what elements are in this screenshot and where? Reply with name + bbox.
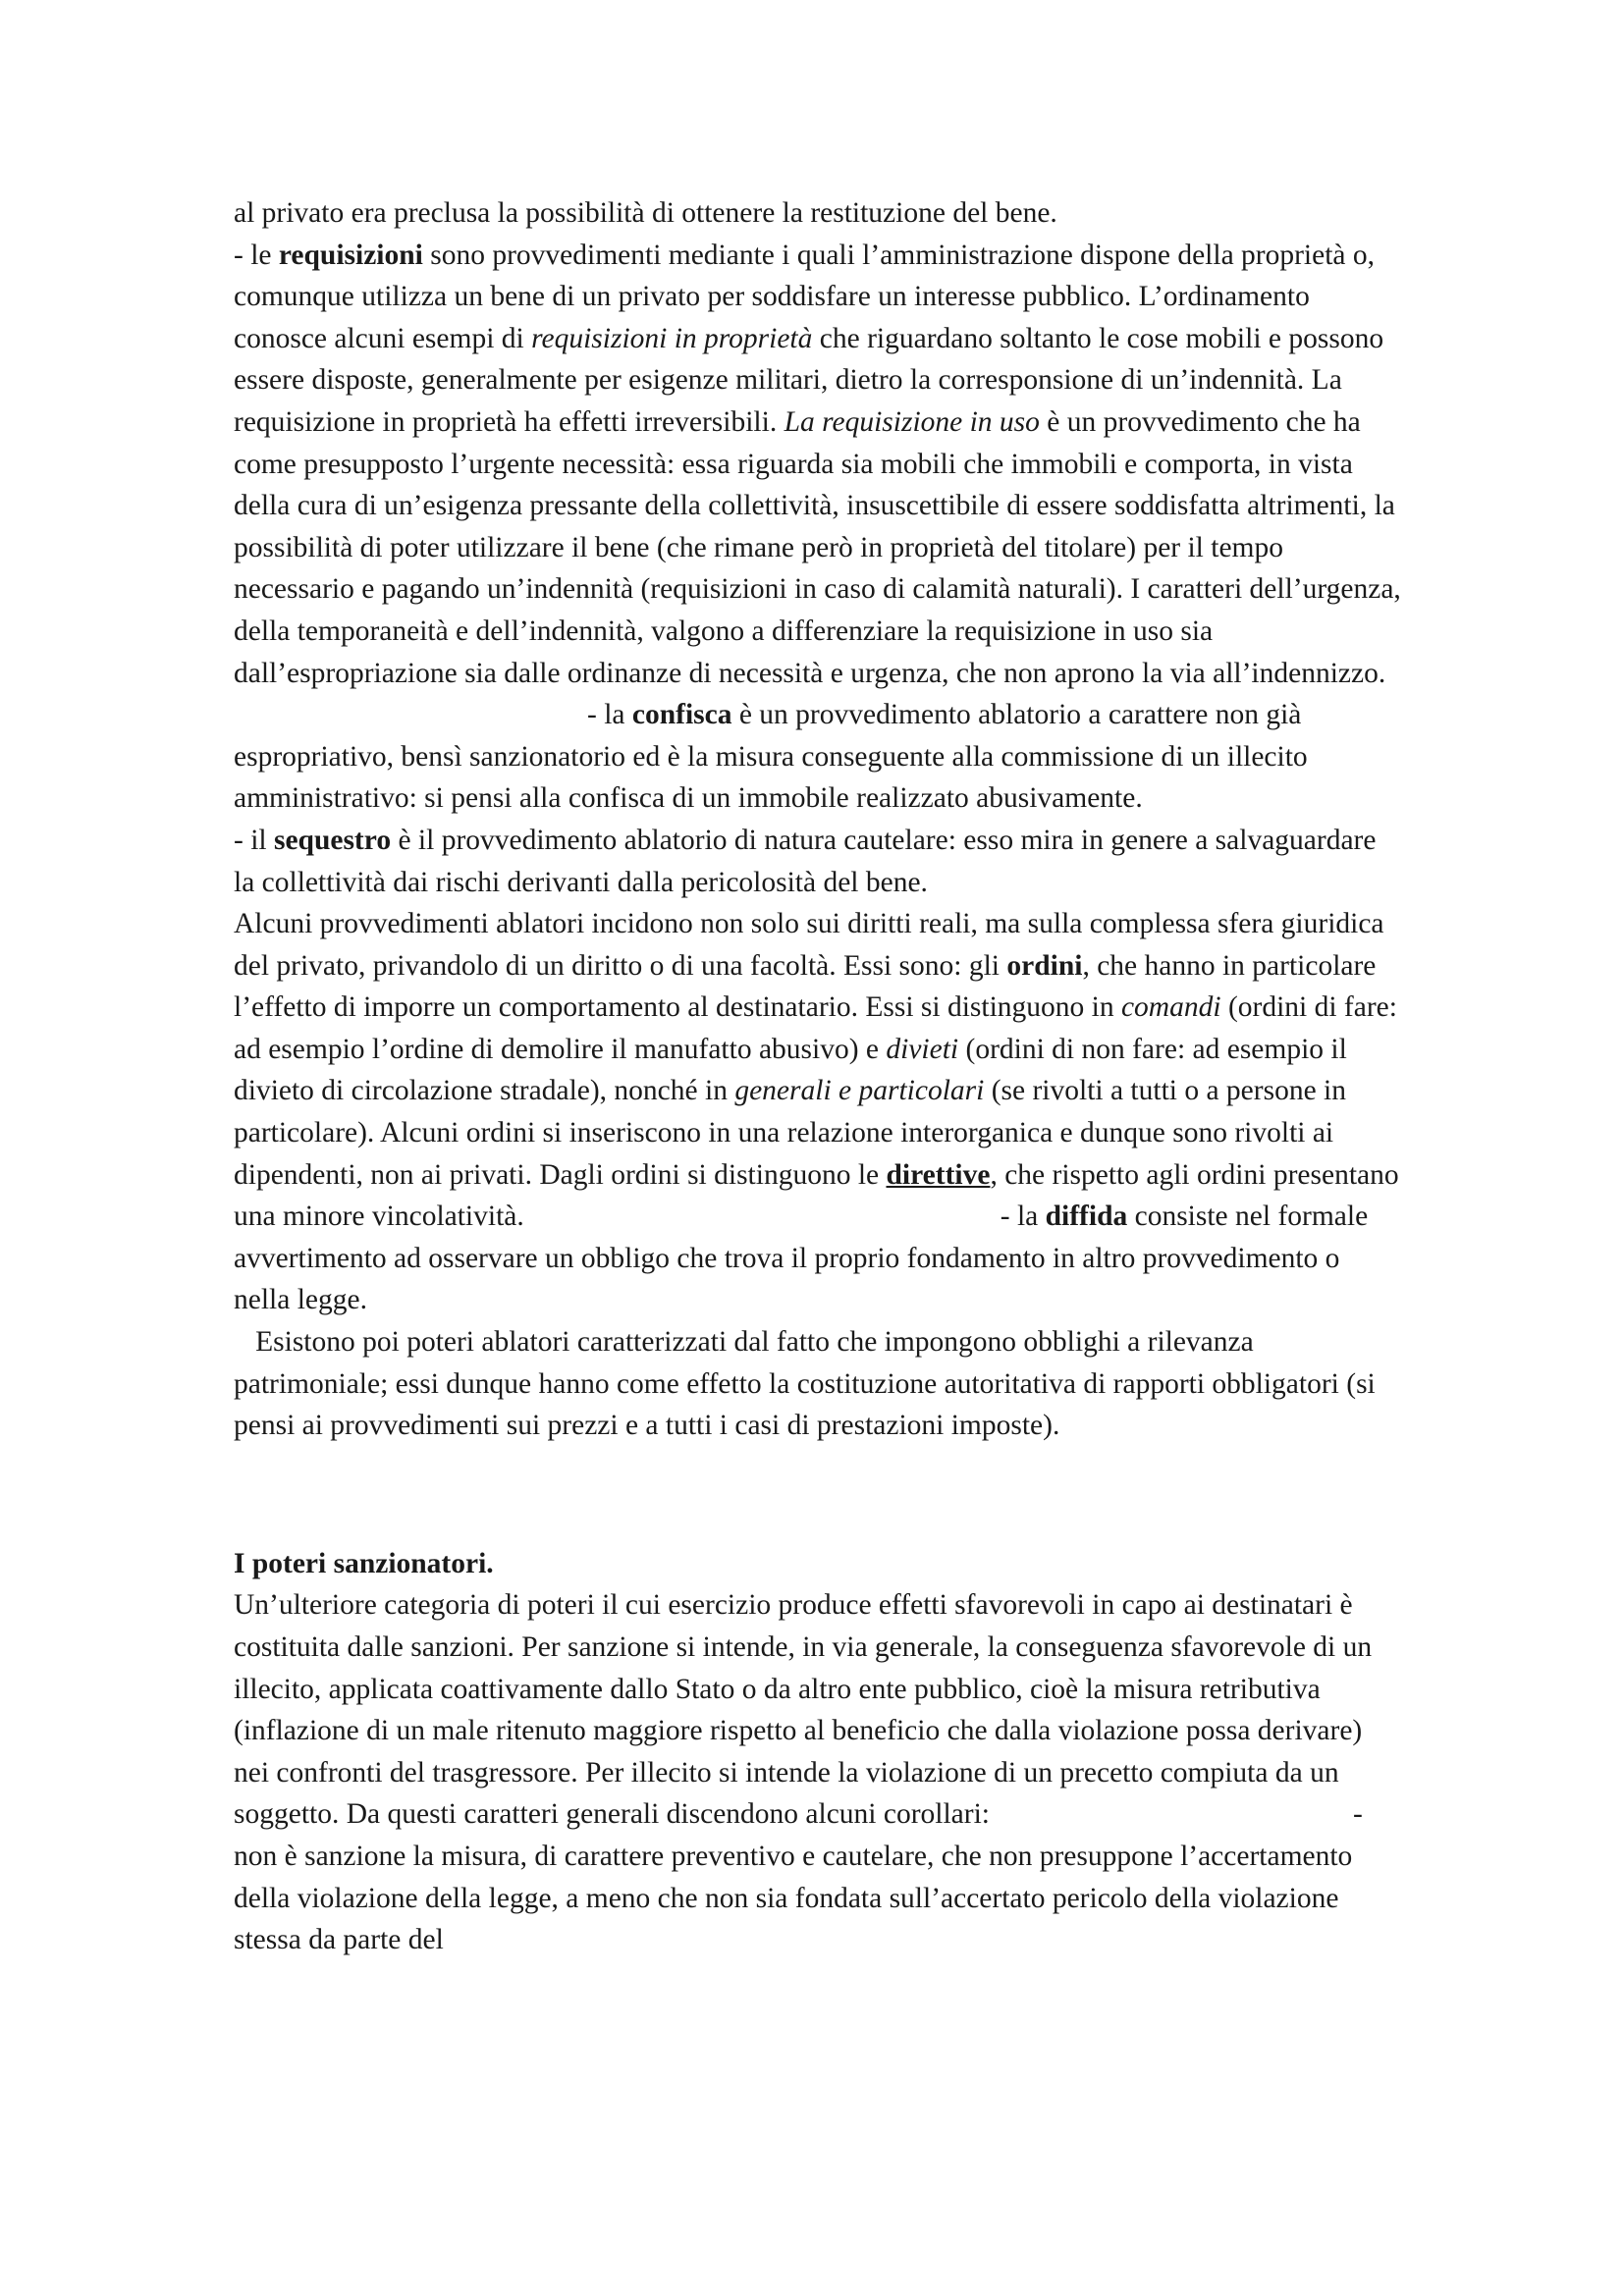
section-heading: I poteri sanzionatori. [234, 1547, 494, 1579]
text-run: - le [234, 239, 279, 271]
term-sequestro: sequestro [273, 824, 392, 856]
text-run: Alcuni provvedimenti ablatori incidono non solo sui diritti reali, ma sulla complessa sfera giuridica del privato, privandolo di un diritto o di una facoltà. Essi sono: gli [234, 908, 1384, 982]
term-requisizioni-in-proprieta: requisizioni in proprietà [531, 322, 813, 354]
term-confisca: confisca [631, 699, 732, 731]
term-generali-particolari: generali e particolari [734, 1075, 985, 1107]
text-run: (ordini di fare: ad esempio l’ordine di demolire il manufatto abusivo) e [234, 991, 1397, 1065]
text-run: (se rivolti a tutti o a persone in particolare). Alcuni ordini si inseriscono in una relazione interorganica e dunque sono rivolti ai dipendenti, non ai privati. Dagli ordini si distinguono le [234, 1075, 1346, 1191]
text-run: - la [587, 699, 632, 731]
text-run: consiste nel formale avvertimento ad osservare un obbligo che trova il proprio fondamento in altro provvedimento o nella legge. [234, 1201, 1369, 1316]
text-run: Un’ulteriore categoria di poteri il cui esercizio produce effetti sfavorevoli in capo ai destinatari è costituita dalle sanzioni. Per sanzione si intende, in via generale, la conseguenza sfavorevole di un illecito, applicata coattivamente dallo Stato o da altro ente pubblico, cioè la misura retributiva (inflazione di un male ritenuto maggiore rispetto al beneficio che dalla violazione possa derivare) nei confronti del trasgressore. Per illecito si intende la violazione di un precetto compiuta da un soggetto. Da questi caratteri generali discendono alcuni corollari: [234, 1589, 1373, 1831]
document-body [234, 192, 1402, 1961]
text-run: che riguardano soltanto le cose mobili e possono essere disposte, generalmente per esigenze militari, dietro la corresponsione di un’indennità. La requisizione in proprietà ha effetti irreversibili. [234, 322, 1384, 438]
term-direttive: direttive [886, 1158, 991, 1191]
text-run: , che rispetto agli ordini presentano una minore vincolatività. [234, 1158, 1399, 1233]
text-run: è il provvedimento ablatorio di natura cautelare: esso mira in genere a salvaguardare la collettività dai rischi derivanti dalla pericolosità del bene. [234, 824, 1377, 898]
term-divieti: divieti [886, 1033, 959, 1065]
paragraph-obblighi-patrimoniali: Esistono poi poteri ablatori caratterizzati dal fatto che impongono obblighi a rilevanza patrimoniale; essi dunque hanno come effetto la costituzione autoritativa di rapporti obbligatori (si pensi ai provvedimenti sui prezzi e a tutti i casi di prestazioni imposte). [234, 1326, 1383, 1442]
text-line: al privato era preclusa la possibilità di ottenere la restituzione del bene. [234, 197, 1057, 229]
paragraph-requisizioni [234, 192, 1402, 820]
term-diffida: diffida [1045, 1201, 1128, 1233]
text-run: sono provvedimenti mediante i quali l’amministrazione dispone della proprietà o, comunque utilizza un bene di un privato per soddisfare un interesse pubblico. L’ordinamento conosce alcuni esempi di [234, 239, 1376, 354]
text-run: (ordini di non fare: ad esempio il divieto di circolazione stradale), nonché in [234, 1033, 1347, 1107]
text-run: è un provvedimento ablatorio a carattere non già espropriativo, bensì sanzionatorio ed è la misura conseguente alla commissione di un illecito amministrativo: si pensi alla confisca di un immobile realizzato abusivamente. [234, 699, 1308, 815]
term-requisizione-in-uso: La requisizione in uso [784, 405, 1040, 438]
term-requisizioni: requisizioni [278, 239, 423, 271]
text-run: è un provvedimento che ha come presupposto l’urgente necessità: essa riguarda sia mobili che immobili e comporta, in vista della cura di un’esigenza pressante della collettività, insuscettibile di essere soddisfatta altrimenti, la possibilità di poter utilizzare il bene (che rimane però in proprietà del titolare) per il tempo necessario e pagando un’indennità (requisizioni in caso di calamità naturali). I caratteri dell’urgenza, della temporaneità e dell’indennità, valgono a differenziare la requisizione in uso sia dall’espropriazione sia dalle ordinanze di necessità e urgenza, che non aprono la via all’indennizzo. [234, 405, 1401, 689]
text-run: - il [234, 824, 274, 856]
text-run: - la [1000, 1201, 1046, 1233]
term-ordini: ordini [1006, 949, 1083, 982]
term-comandi: comandi [1120, 991, 1221, 1024]
paragraph-sanzioni [234, 1584, 1402, 1960]
paragraph-sequestro [234, 820, 1402, 1321]
text-run: , che hanno in particolare l’effetto di imporre un comportamento al destinatario. Essi si distinguono in [234, 949, 1377, 1024]
text-run: - non è sanzione la misura, di carattere preventivo e cautelare, che non presuppone l’accertamento della violazione della legge, a meno che non sia fondata sull’accertato pericolo della violazione stessa da parte del [234, 1798, 1363, 1956]
